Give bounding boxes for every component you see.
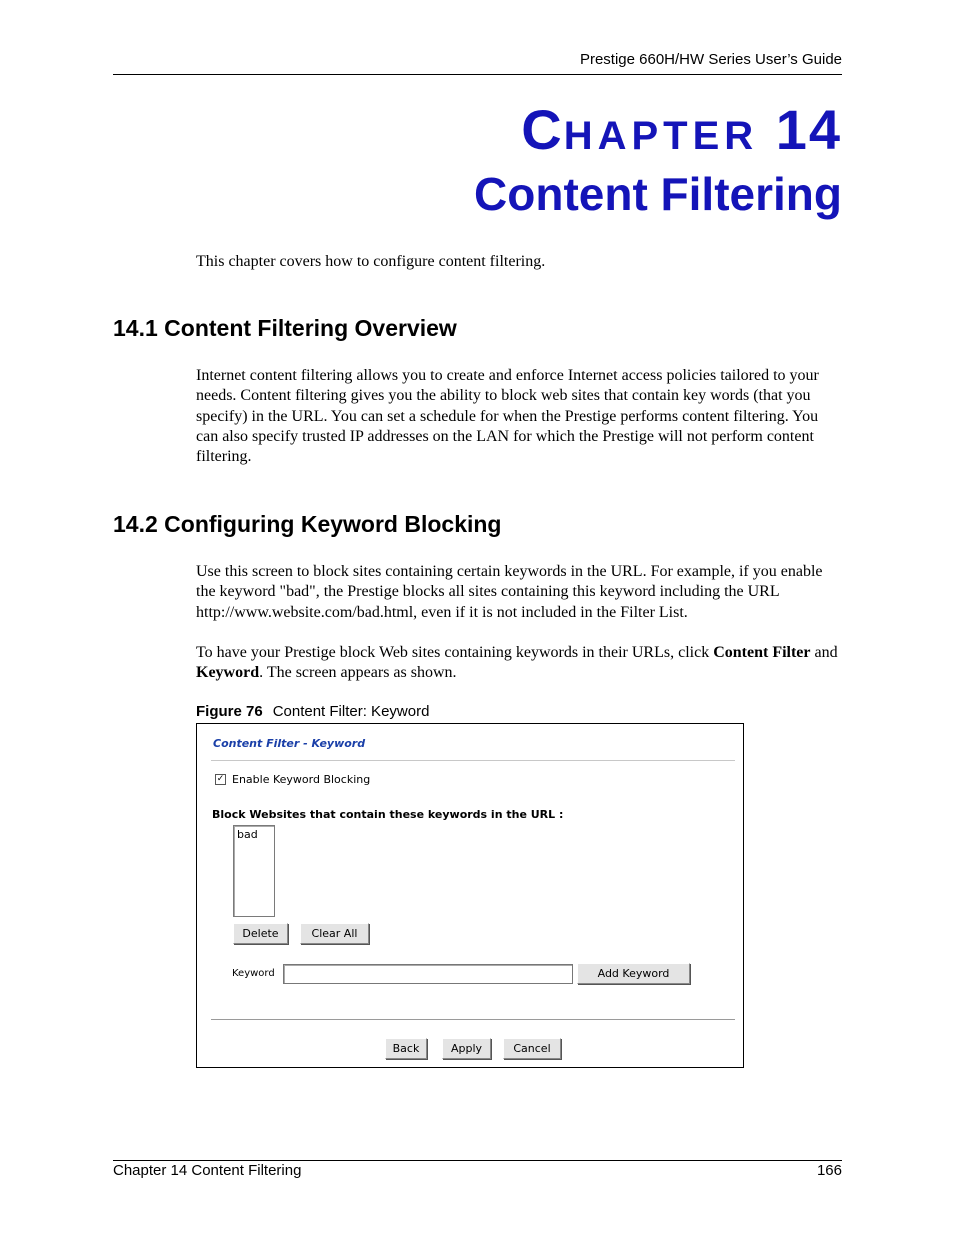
figure-caption-text: Content Filter: Keyword xyxy=(272,703,430,720)
intro-paragraph: This chapter covers how to configure content filtering. xyxy=(196,253,546,270)
guide-title: Prestige 660H/HW Series User’s Guide xyxy=(579,51,842,68)
enable-keyword-row xyxy=(215,773,370,786)
footer-rule xyxy=(113,1160,842,1161)
keyword-list-item[interactable]: bad xyxy=(237,828,258,841)
header-rule xyxy=(113,74,842,75)
instructions-text-2: and xyxy=(810,644,838,661)
chapter-title: Content Filtering xyxy=(474,168,842,220)
instructions-bold-keyword: Keyword xyxy=(196,664,260,682)
keyword-instructions-paragraph xyxy=(196,643,842,684)
chapter-label-initial: C xyxy=(521,98,564,161)
keyword-label: Keyword xyxy=(232,968,275,979)
apply-button[interactable]: Apply xyxy=(442,1038,491,1059)
overview-paragraph: Internet content filtering allows you to create and enforce Internet access policies tailored to your needs. Content filtering gives you the ability to block web sites that contain key words (that you specify) in the URL. You can set a schedule for when the Prestige performs content filtering. You can also specify trusted IP addresses on the LAN for which the Prestige will not perform content filtering. xyxy=(196,367,819,466)
keyword-input[interactable] xyxy=(283,964,573,984)
section-heading-keyword-blocking: 14.2 Configuring Keyword Blocking xyxy=(113,511,502,537)
chapter-number: 14 xyxy=(775,98,842,161)
footer-chapter: Chapter 14 Content Filtering xyxy=(113,1162,302,1179)
keyword-blocking-paragraph: Use this screen to block sites containing certain keywords in the URL. For example, if you enable the keyword "bad", the Prestige blocks all sites containing this keyword including the URL http://www.website.com/bad.html, even if it is not included in the Filter List. xyxy=(196,563,823,621)
keyword-listbox[interactable] xyxy=(233,825,275,917)
section-heading-overview: 14.1 Content Filtering Overview xyxy=(113,315,457,341)
screen-top-divider xyxy=(211,760,735,761)
back-button[interactable]: Back xyxy=(385,1038,427,1059)
block-websites-label: Block Websites that contain these keywords in the URL : xyxy=(212,808,564,821)
instructions-bold-content-filter: Content Filter xyxy=(713,644,811,661)
screen-bottom-divider xyxy=(211,1019,735,1020)
delete-button[interactable]: Delete xyxy=(233,923,288,944)
add-keyword-button[interactable]: Add Keyword xyxy=(577,963,690,984)
chapter-label-rest: HAPTER xyxy=(563,114,759,158)
instructions-text-1: To have your Prestige block Web sites containing keywords in their URLs, click xyxy=(196,644,714,661)
cancel-button[interactable]: Cancel xyxy=(503,1038,561,1059)
page-number: 166 xyxy=(816,1162,842,1179)
figure-label: Figure 76 xyxy=(196,703,263,720)
chapter-label xyxy=(521,98,842,168)
clear-all-button[interactable]: Clear All xyxy=(300,923,369,944)
figure-caption xyxy=(196,703,429,720)
enable-keyword-checkbox[interactable]: ✓ xyxy=(216,774,225,784)
content-filter-screen xyxy=(196,723,744,1068)
enable-keyword-label: Enable Keyword Blocking xyxy=(232,773,371,786)
screen-title: Content Filter - Keyword xyxy=(213,737,366,750)
instructions-text-3: . The screen appears as shown. xyxy=(259,664,457,682)
